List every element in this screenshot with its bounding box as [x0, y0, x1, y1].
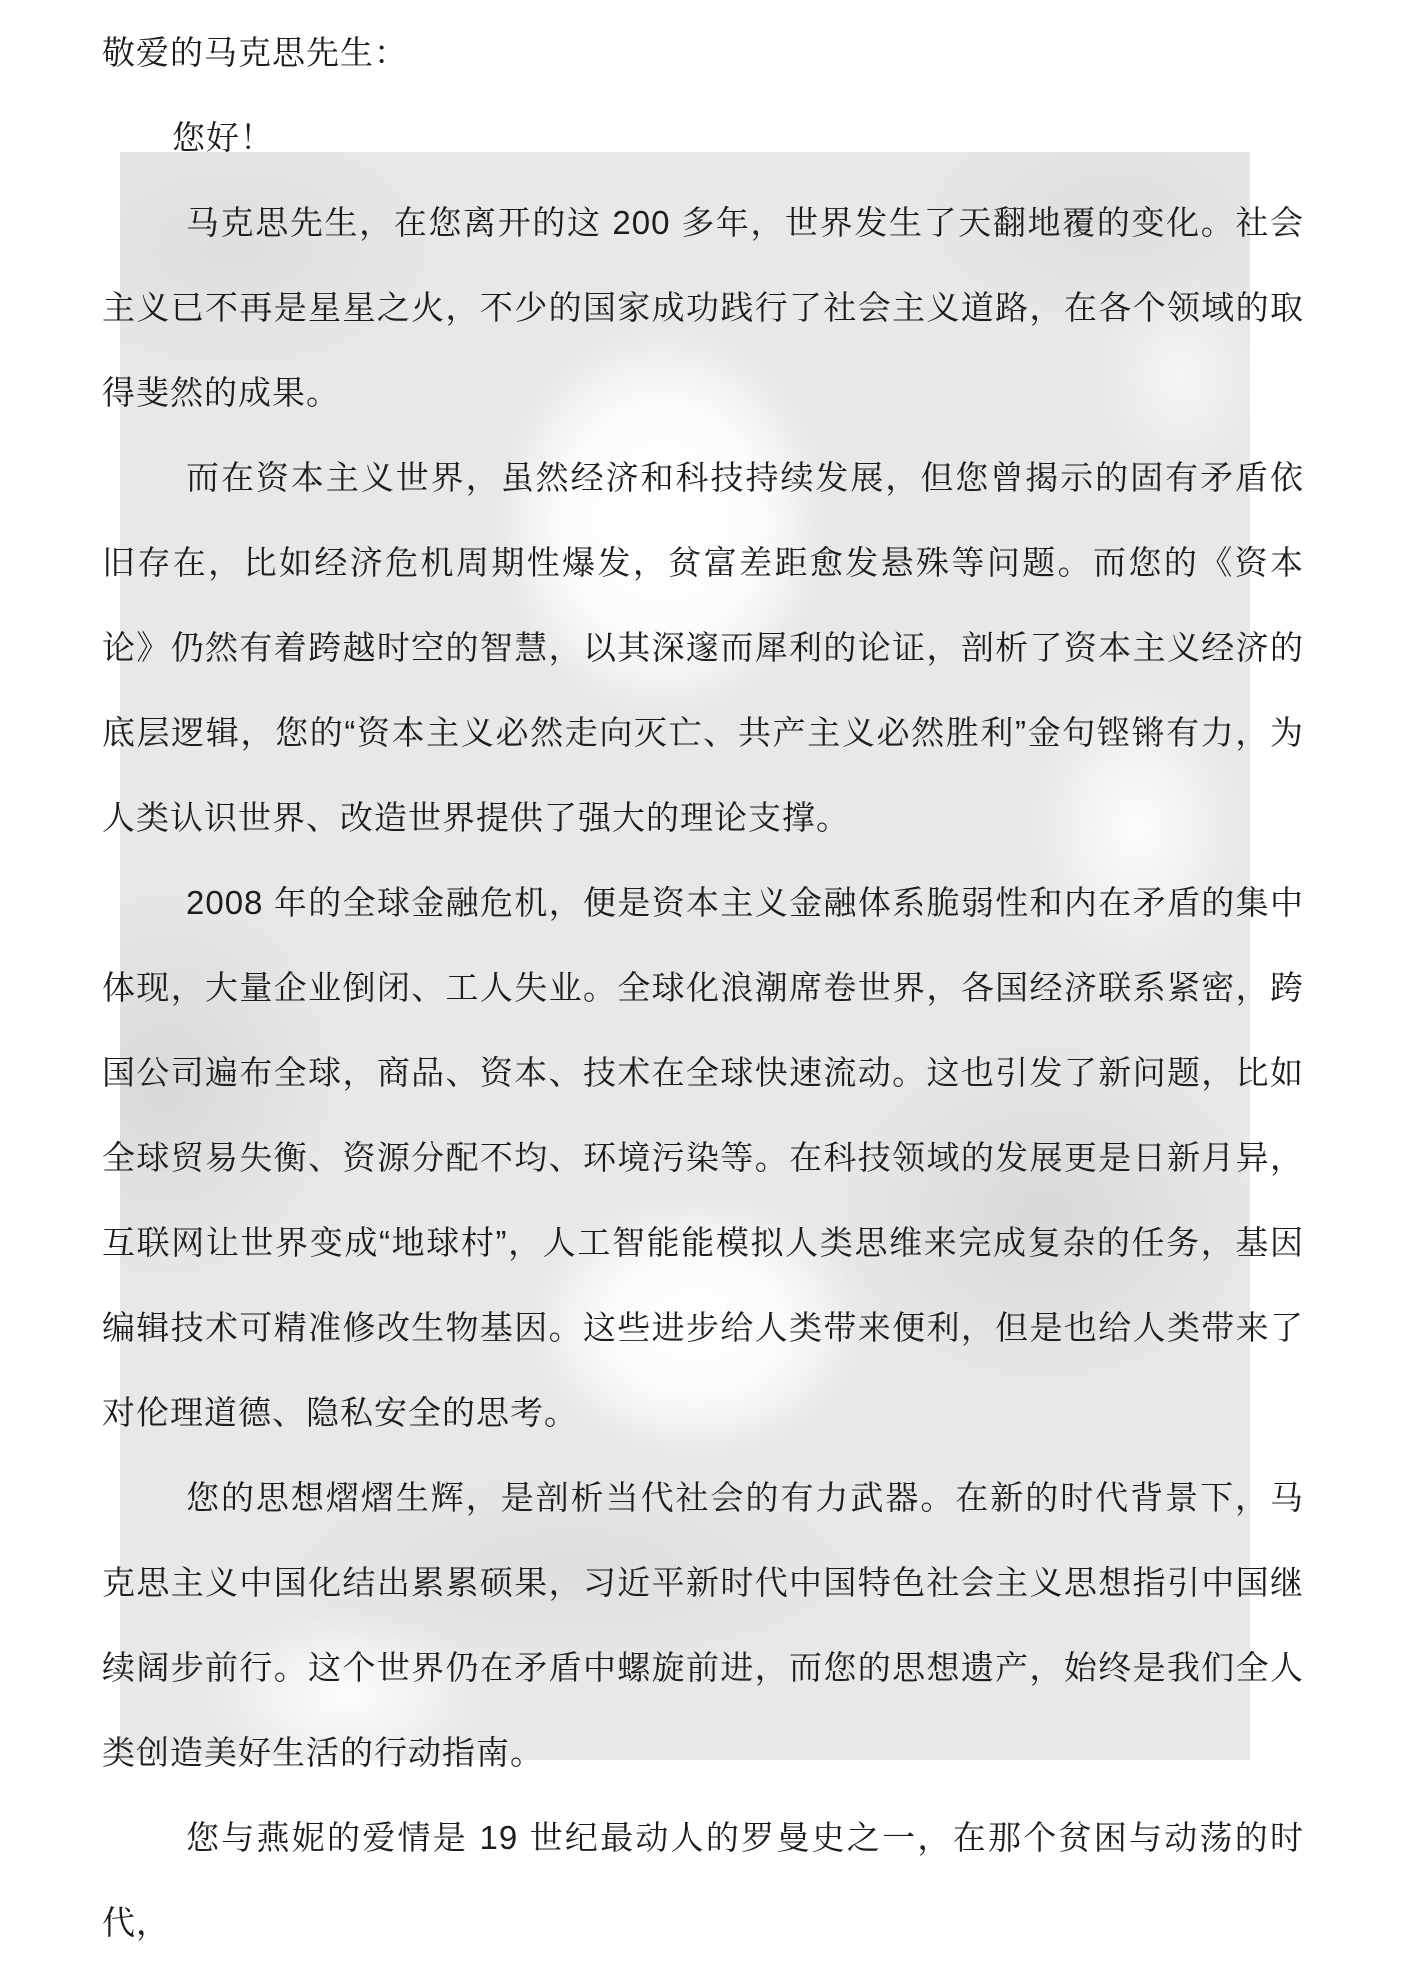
- paragraph-marxism-in-china: 您的思想熠熠生辉，是剖析当代社会的有力武器。在新的时代背景下，马克思主义中国化结出累累硕果，习近平新时代中国特色社会主义思想指引中国继续阔步前行。这个世界仍在矛盾中螺旋前进，而您的思想遗产，始终是我们全人类创造美好生活的行动指南。: [102, 1479, 1304, 1771]
- greeting-line: 您好！: [172, 119, 274, 156]
- paragraph-capitalist-world: 而在资本主义世界，虽然经济和科技持续发展，但您曾揭示的固有矛盾依旧存在，比如经济危机周期性爆发，贫富差距愈发悬殊等问题。而您的《资本论》仍然有着跨越时空的智慧，以其深邃而犀利的论证，剖析了资本主义经济的底层逻辑，您的“资本主义必然走向灭亡、共产主义必然胜利”金句铿锵有力，为人类认识世界、改造世界提供了强大的理论支撑。: [102, 459, 1304, 836]
- paragraph-socialism-progress: 马克思先生，在您离开的这 200 多年，世界发生了天翻地覆的变化。社会主义已不再是星星之火，不少的国家成功践行了社会主义道路，在各个领域的取得斐然的成果。: [102, 204, 1304, 411]
- salutation-line: 敬爱的马克思先生：: [102, 34, 408, 71]
- letter-body: [102, 10, 1304, 1965]
- paragraph-financial-crisis-globalization: 2008 年的全球金融危机，便是资本主义金融体系脆弱性和内在矛盾的集中体现，大量企业倒闭、工人失业。全球化浪潮席卷世界，各国经济联系紧密，跨国公司遍布全球，商品、资本、技术在全球快速流动。这也引发了新问题，比如全球贸易失衡、资源分配不均、环境污染等。在科技领域的发展更是日新月异，互联网让世界变成“地球村”，人工智能能模拟人类思维来完成复杂的任务，基因编辑技术可精准修改生物基因。这些进步给人类带来便利，但是也给人类带来了对伦理道德、隐私安全的思考。: [102, 884, 1304, 1431]
- paragraph-jenny-romance: 您与燕妮的爱情是 19 世纪最动人的罗曼史之一，在那个贫困与动荡的时代，: [102, 1819, 1304, 1941]
